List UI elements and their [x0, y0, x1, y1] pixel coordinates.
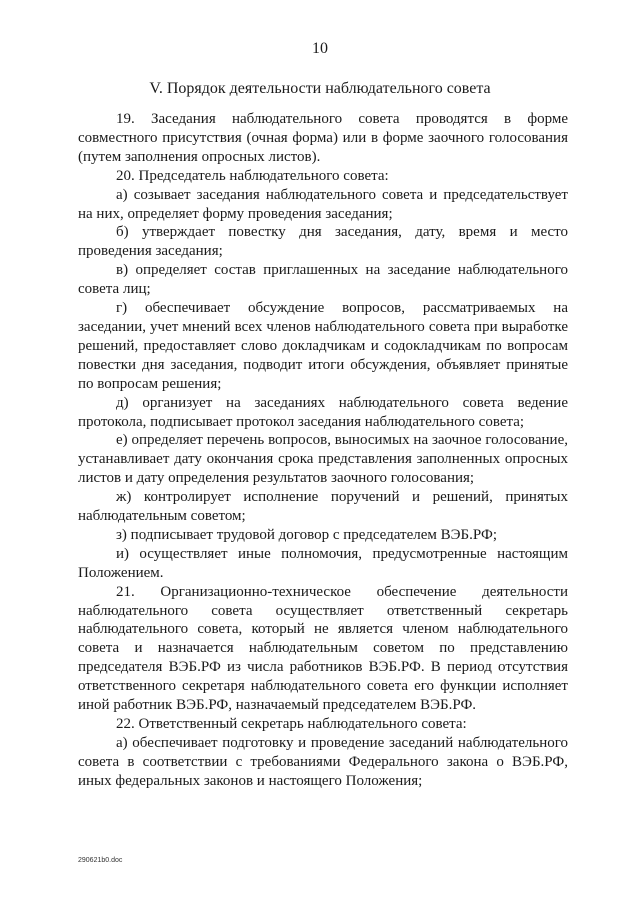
paragraph-20: 20. Председатель наблюдательного совета:: [116, 167, 389, 184]
paragraph-20-i: и) осуществляет иные полномочия, предусмотренные настоящим Положением.: [78, 545, 568, 581]
paragraph-22-a: а) обеспечивает подготовку и проведение заседаний наблюдательного совета в соответствии с требованиями Федерального закона о ВЭБ.РФ, иных федеральных законов и настоящего Положения;: [78, 734, 568, 789]
paragraph-20-d: д) организует на заседаниях наблюдательного совета ведение протокола, подписывает протокол заседания наблюдательного совета;: [78, 394, 568, 430]
paragraph-21: 21. Организационно-техническое обеспечение деятельности наблюдательного совета осуществляет ответственный секретарь наблюдательного совета, который не является членом наблюдательного совета и назначается наблюдательным советом по представлению председателя ВЭБ.РФ из числа работников ВЭБ.РФ. В период отсутствия ответственного секретаря наблюдательного совета его функции исполняет иной работник ВЭБ.РФ, назначаемый председателем ВЭБ.РФ.: [78, 583, 568, 714]
paragraph-19: 19. Заседания наблюдательного совета проводятся в форме совместного присутствия (очная форма) или в форме заочного голосования (путем заполнения опросных листов).: [78, 111, 568, 165]
paragraph-22: 22. Ответственный секретарь наблюдательного совета:: [116, 716, 467, 732]
paragraph-20-b: б) утверждает повестку дня заседания, дату, время и место проведения заседания;: [78, 224, 568, 260]
paragraph-20-v: в) определяет состав приглашенных на заседание наблюдательного совета лиц;: [78, 262, 568, 298]
paragraph-20-z: з) подписывает трудовой договор с председателем ВЭБ.РФ;: [116, 526, 498, 543]
paragraph-20-g: г) обеспечивает обсуждение вопросов, рассматриваемых на заседании, учет мнений всех членов наблюдательного совета при выработке решений, предоставляет слово докладчикам и содокладчикам по вопросам повестки дня заседания, подводит итоги обсуждения, объявляет принятые по вопросам решения;: [78, 300, 568, 392]
document-body: [78, 110, 568, 791]
page-number: 10: [312, 40, 328, 57]
paragraph-20-e: е) определяет перечень вопросов, выносимых на заочное голосование, устанавливает дату окончания срока представления заполненных опросных листов и дату определения результатов заочного голосования;: [78, 432, 568, 487]
paragraph-20-a: а) созывает заседания наблюдательного совета и председательствует на них, определяет форму проведения заседания;: [78, 186, 568, 222]
section-title: V. Порядок деятельности наблюдательного совета: [149, 80, 491, 97]
footer-file-code: 290621b0.doc: [78, 857, 123, 864]
paragraph-20-zh: ж) контролирует исполнение поручений и решений, принятых наблюдательным советом;: [78, 489, 568, 525]
